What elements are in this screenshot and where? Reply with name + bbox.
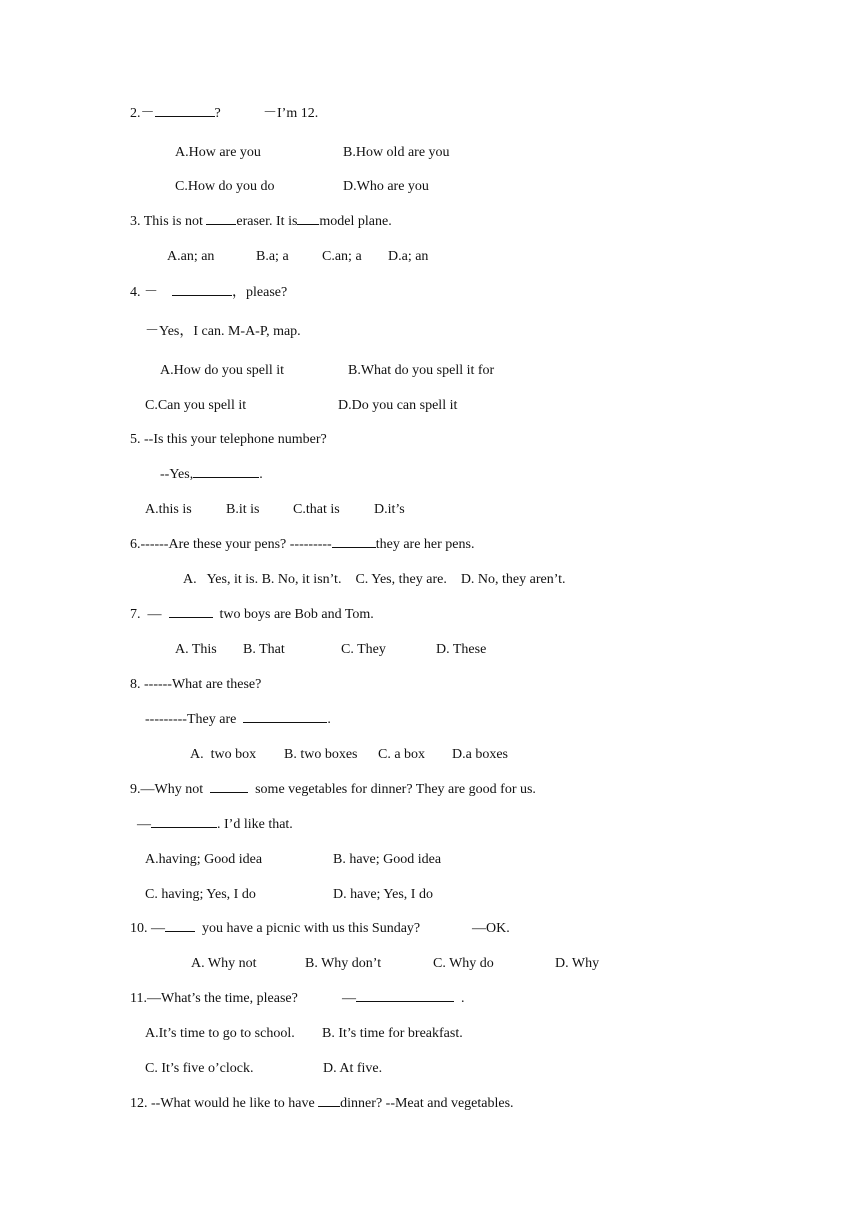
q3-option-d: D.a; an [388, 249, 429, 264]
q2-reply: －I’m 12. [263, 106, 319, 121]
q8-option-a: A. two box [190, 747, 257, 762]
q11-end: . [461, 991, 465, 1006]
q3-text-c: model plane. [319, 214, 392, 229]
q3-text-a: 3. This is not [130, 214, 203, 229]
question-3 [130, 213, 392, 231]
q7-option-c: C. They [341, 642, 386, 657]
q11-option-d: D. At five. [323, 1061, 383, 1076]
q10-option-c: C. Why do [433, 956, 494, 971]
q9-text-a: 9.—Why not [130, 782, 204, 797]
q3-text-b: eraser. It is [236, 214, 298, 229]
q4-text: ，please? [232, 285, 288, 300]
q9-text-b: some vegetables for dinner? They are good for us. [255, 782, 536, 797]
q5-option-d: D.it’s [374, 502, 405, 517]
q9-option-a: A.having; Good idea [145, 852, 263, 867]
q9-dash: — [137, 817, 151, 832]
answer-blank [243, 722, 327, 723]
q5-option-c: C.that is [293, 502, 340, 517]
question-10 [130, 920, 420, 938]
q11-option-a: A.It’s time to go to school. [145, 1026, 295, 1041]
q11-option-b: B. It’s time for breakfast. [322, 1026, 463, 1041]
q2-option-a: A.How are you [175, 145, 261, 160]
question-9 [130, 781, 536, 799]
answer-blank [332, 547, 376, 548]
answer-blank [151, 827, 217, 828]
q11-dash: — [342, 991, 356, 1006]
q10-option-d: D. Why [555, 956, 600, 971]
q8-option-c: C. a box [378, 747, 426, 762]
q5-reply-end: . [259, 467, 263, 482]
answer-blank [165, 931, 195, 932]
q8-reply-end: . [327, 712, 331, 727]
q8-option-d: D.a boxes [452, 747, 508, 762]
q4-option-c: C.Can you spell it [145, 398, 247, 413]
q5-option-a: A.this is [145, 502, 192, 517]
question-11: 11.—What’s the time, please? [130, 991, 298, 1006]
question-4 [130, 284, 287, 302]
question-5: 5. --Is this your telephone number? [130, 432, 327, 447]
q10-text: you have a picnic with us this Sunday? [202, 921, 421, 936]
q11-option-c: C. It’s five o’clock. [145, 1061, 254, 1076]
q8-reply [145, 711, 331, 729]
answer-blank [318, 1106, 340, 1107]
q8-option-b: B. two boxes [284, 747, 358, 762]
q2-option-d: D.Who are you [343, 179, 429, 194]
q5-reply [160, 466, 263, 484]
q6-text-a: 6.------Are these your pens? --------- [130, 537, 332, 552]
q5-reply-text: --Yes, [160, 467, 194, 482]
answer-blank [169, 617, 213, 618]
answer-blank [172, 295, 232, 296]
q11-reply [342, 990, 465, 1008]
q4-reply: －Yes，I can. M-A-P, map. [145, 324, 301, 339]
q9-reply-text: . I’d like that. [217, 817, 293, 832]
q9-option-b: B. have; Good idea [333, 852, 442, 867]
q3-option-a: A.an; an [167, 249, 215, 264]
answer-blank [193, 477, 259, 478]
question-6 [130, 536, 474, 554]
q8-reply-text: ---------They are [145, 712, 237, 727]
q2-option-b: B.How old are you [343, 145, 450, 160]
q9-option-d: D. have; Yes, I do [333, 887, 433, 902]
question-7 [130, 606, 374, 624]
q2-option-c: C.How do you do [175, 179, 275, 194]
q4-option-a: A.How do you spell it [160, 363, 285, 378]
q7-option-d: D. These [436, 642, 487, 657]
answer-blank [210, 792, 248, 793]
q4-option-b: B.What do you spell it for [348, 363, 495, 378]
question-12 [130, 1095, 514, 1113]
q3-option-b: B.a; a [256, 249, 289, 264]
q12-text-b: dinner? --Meat and vegetables. [340, 1096, 514, 1111]
q7-number: 7. — [130, 607, 162, 622]
q4-number: 4. － [130, 285, 158, 300]
q5-option-b: B.it is [226, 502, 260, 517]
q10-reply: —OK. [472, 921, 510, 936]
answer-blank [155, 116, 215, 117]
answer-blank [356, 1001, 454, 1002]
q7-option-b: B. That [243, 642, 285, 657]
question-8: 8. ------What are these? [130, 677, 262, 692]
q12-text-a: 12. --What would he like to have [130, 1096, 315, 1111]
q3-option-c: C.an; a [322, 249, 362, 264]
q4-option-d: D.Do you can spell it [338, 398, 458, 413]
q6-options: A. Yes, it is. B. No, it isn’t. C. Yes, they are. D. No, they aren’t. [183, 572, 566, 587]
q2-number: 2.－ [130, 106, 155, 121]
q10-option-a: A. Why not [191, 956, 257, 971]
answer-blank [206, 224, 236, 225]
q10-number: 10. — [130, 921, 165, 936]
q2-mark: ? [214, 106, 221, 121]
question-2 [130, 105, 221, 123]
q7-option-a: A. This [175, 642, 217, 657]
q7-text: two boys are Bob and Tom. [219, 607, 374, 622]
q6-text-b: they are her pens. [375, 537, 475, 552]
q10-option-b: B. Why don’t [305, 956, 382, 971]
q9-reply [137, 816, 293, 834]
answer-blank [297, 224, 319, 225]
q9-option-c: C. having; Yes, I do [145, 887, 256, 902]
